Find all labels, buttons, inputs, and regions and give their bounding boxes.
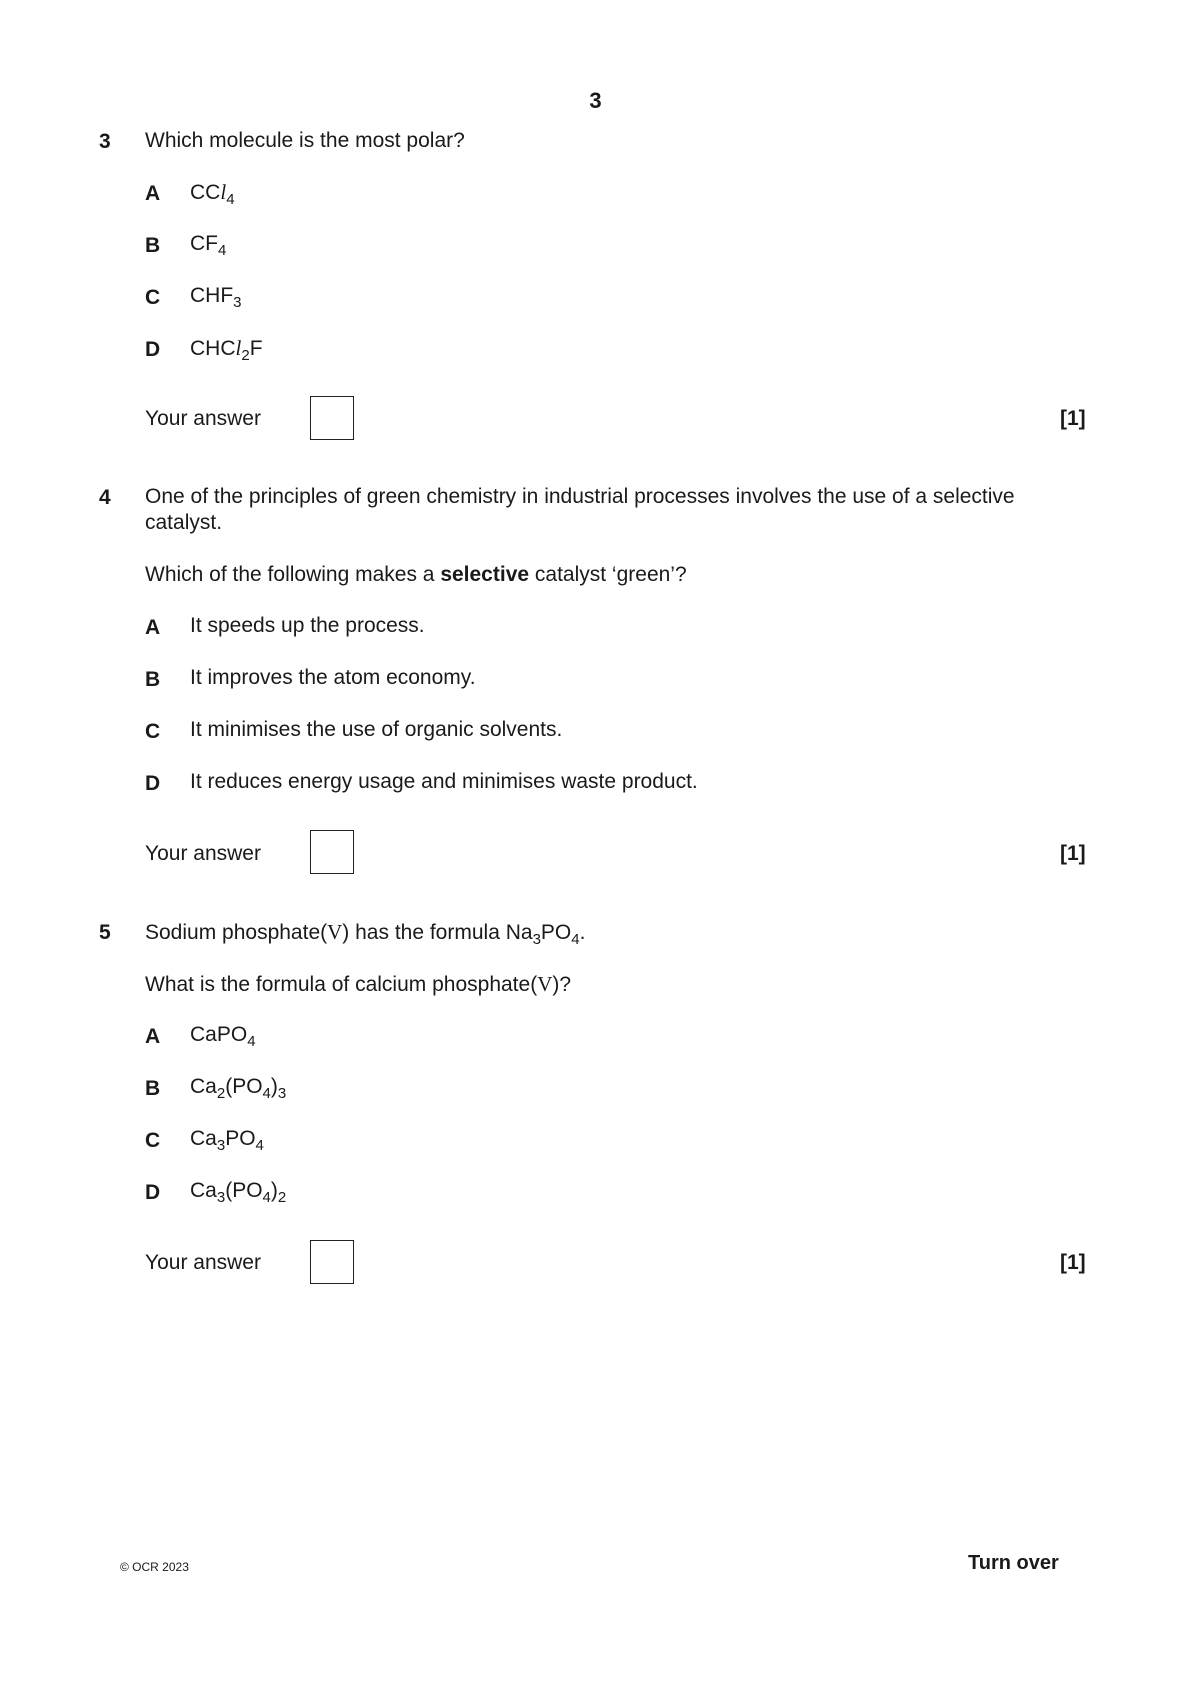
q5-option-a-text: CaPO$_4$	[190, 1023, 256, 1050]
q5-option-b-letter: B	[145, 1077, 161, 1100]
q3-option-b-text: $CF_4$	[190, 232, 227, 259]
q5-option-c-letter: C	[145, 1129, 161, 1152]
q4-option-b-letter: B	[145, 668, 161, 691]
turn-over-label: Turn over	[968, 1552, 1059, 1574]
q4-answer-label: Your answer	[145, 842, 261, 865]
q3-answer-label: Your answer	[145, 407, 261, 430]
q5-option-c-text: $Ca_3PO_4$	[190, 1127, 264, 1154]
question-3-text: Which molecule is the most polar?	[145, 129, 465, 152]
q3-option-d-letter: D	[145, 338, 161, 361]
question-5-subquestion: What is the formula of calcium phosphate(V)?	[145, 972, 572, 996]
q3-answer-box[interactable]	[310, 396, 354, 440]
question-4-text: One of the principles of green chemistry in industrial processes involves the use of a selective catalyst.	[145, 485, 1015, 534]
q4-option-c-text: It minimises the use of organic solvents.	[190, 718, 563, 741]
question-5-number: 5	[99, 921, 111, 944]
question-4-number: 4	[99, 486, 111, 509]
q4-option-a-text: It speeds up the process.	[190, 614, 425, 637]
q3-option-c-letter: C	[145, 286, 161, 309]
question-3-number: 3	[99, 130, 111, 153]
q5-option-b-text: $Ca_2(PO_4)_3$	[190, 1075, 287, 1102]
q3-option-b-letter: B	[145, 234, 161, 257]
q5-answer-box[interactable]	[310, 1240, 354, 1284]
copyright-notice: © OCR 2023	[120, 1560, 189, 1574]
q4-option-c-letter: C	[145, 720, 161, 743]
q4-answer-box[interactable]	[310, 830, 354, 874]
page-number: 3	[589, 88, 602, 113]
q3-marks: [1]	[1060, 407, 1086, 430]
q5-option-a-letter: A	[145, 1025, 161, 1048]
question-4-subquestion: Which of the following makes a selective catalyst ‘green’?	[145, 563, 687, 586]
q4-option-b-text: It improves the atom economy.	[190, 666, 476, 689]
q3-option-c-text: $CHF_3$	[190, 284, 242, 311]
q5-answer-label: Your answer	[145, 1251, 261, 1274]
q4-option-d-text: It reduces energy usage and minimises waste product.	[190, 770, 698, 793]
q5-option-d-text: $Ca_3(PO_4)_2$	[190, 1179, 287, 1206]
q3-option-a-letter: A	[145, 182, 161, 205]
q4-option-a-letter: A	[145, 616, 161, 639]
q5-option-d-letter: D	[145, 1181, 161, 1204]
q4-marks: [1]	[1060, 842, 1086, 865]
q4-option-d-letter: D	[145, 772, 161, 795]
q5-marks: [1]	[1060, 1251, 1086, 1274]
q3-option-a-text: CCl$_4$	[190, 180, 235, 208]
q3-option-d-text: CHCl$_2$F	[190, 336, 263, 364]
question-5-text: Sodium phosphate(V) has the formula $Na_3PO_4$.	[145, 920, 586, 948]
